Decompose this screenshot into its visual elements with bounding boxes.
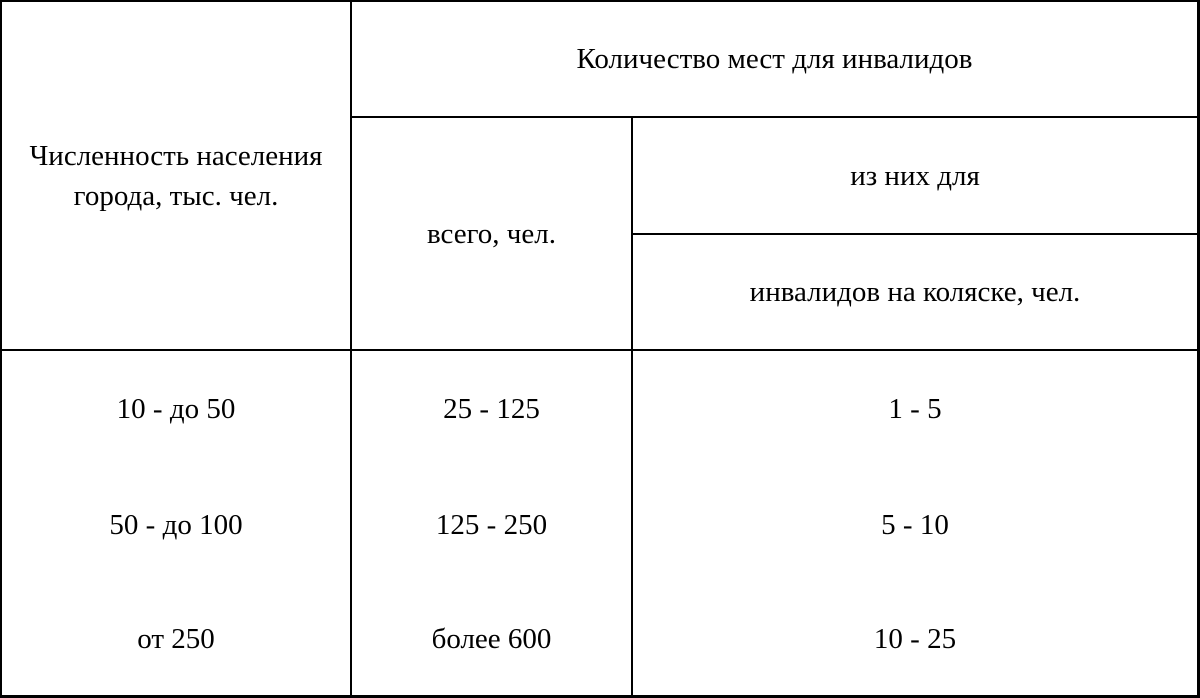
row-2-wheelchair: 5 - 10 bbox=[881, 509, 949, 541]
header-of-them: из них для bbox=[850, 159, 980, 192]
header-population: Численность населения города, тыс. чел. bbox=[29, 139, 323, 212]
row-3-population: от 250 bbox=[137, 623, 215, 655]
header-wheelchair: инвалидов на коляске, чел. bbox=[749, 276, 1081, 308]
row-3-total: более 600 bbox=[431, 623, 552, 655]
row-1-wheelchair: 1 - 5 bbox=[888, 393, 942, 425]
row-2-population: 50 - до 100 bbox=[109, 509, 243, 541]
header-total: всего, чел. bbox=[427, 217, 556, 250]
header-places: Количество мест для инвалидов bbox=[576, 43, 973, 75]
row-3-wheelchair: 10 - 25 bbox=[873, 623, 957, 655]
row-1-total: 25 - 125 bbox=[443, 393, 540, 425]
row-1-population: 10 - до 50 bbox=[116, 393, 236, 425]
row-2-total: 125 - 250 bbox=[435, 509, 548, 541]
